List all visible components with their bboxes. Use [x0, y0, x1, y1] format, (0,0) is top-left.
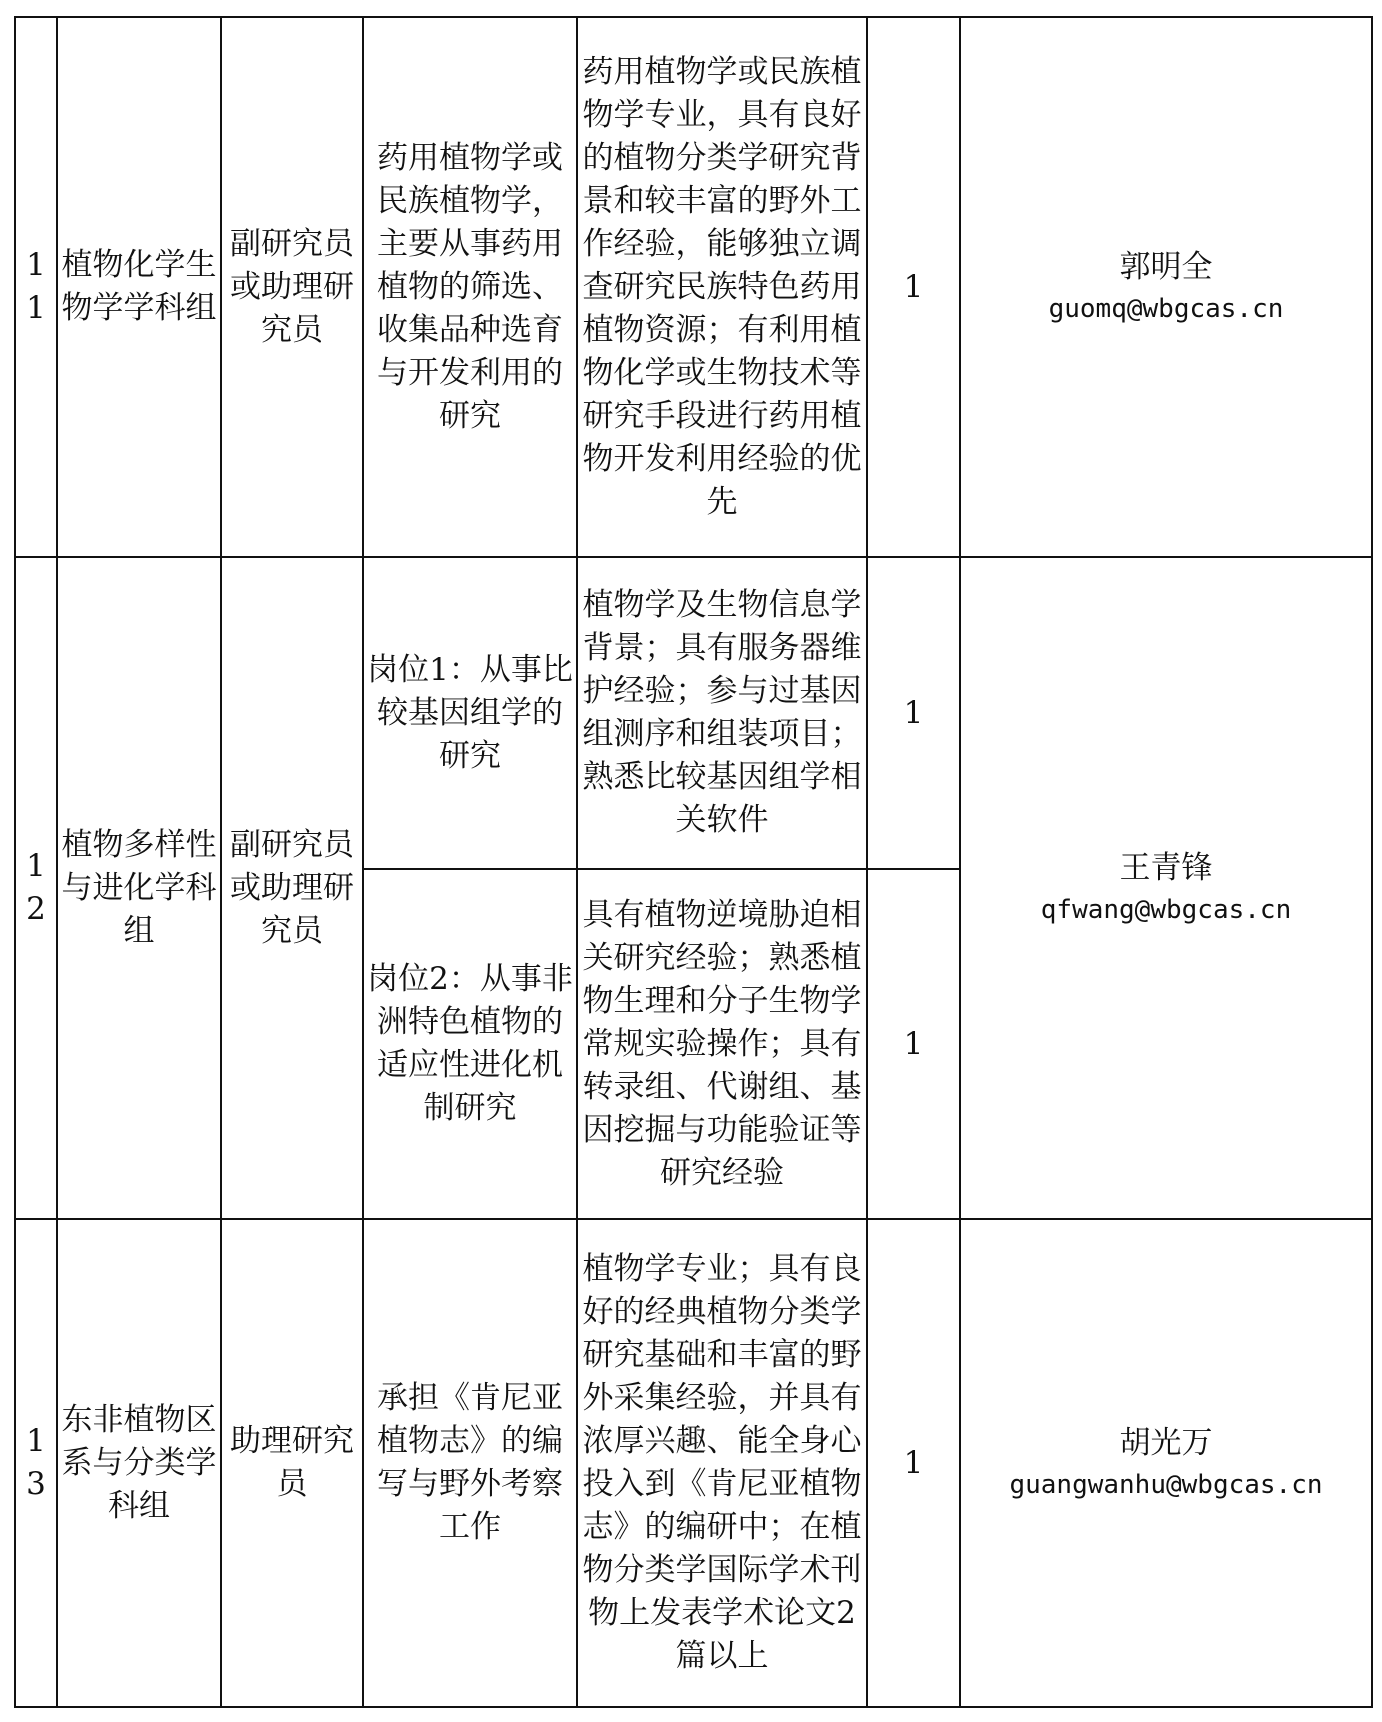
contact-name: 胡光万	[1119, 1425, 1213, 1461]
headcount: 1	[867, 869, 960, 1219]
job-requirements: 药用植物学或民族植物学专业，具有良好的植物分类学研究背景和较丰富的野外工作经验，能够独立调查研究民族特色药用植物资源；有利用植物化学或生物技术等研究手段进行药用植物开发利用经验的优先	[577, 17, 867, 557]
job-title: 副研究员或助理研究员	[221, 17, 363, 557]
table-row	[15, 557, 1372, 869]
table-row	[15, 17, 1372, 557]
job-requirements: 植物学及生物信息学背景；具有服务器维护经验；参与过基因组测序和组装项目；熟悉比较基因组学相关软件	[577, 557, 867, 869]
contact-cell	[960, 1219, 1372, 1707]
research-direction: 承担《肯尼亚植物志》的编写与野外考察工作	[363, 1219, 577, 1707]
row-number: 12	[15, 557, 57, 1219]
contact-email: guangwanhu@wbgcas.cn	[1009, 1470, 1323, 1500]
row-number: 11	[15, 17, 57, 557]
row-number: 13	[15, 1219, 57, 1707]
headcount: 1	[867, 1219, 960, 1707]
research-group: 植物多样性与进化学科组	[57, 557, 221, 1219]
job-requirements: 具有植物逆境胁迫相关研究经验；熟悉植物生理和分子生物学常规实验操作；具有转录组、代谢组、基因挖掘与功能验证等研究经验	[577, 869, 867, 1219]
headcount: 1	[867, 17, 960, 557]
research-direction: 岗位2：从事非洲特色植物的适应性进化机制研究	[363, 869, 577, 1219]
contact-name: 郭明全	[1119, 249, 1213, 285]
contact-cell	[960, 17, 1372, 557]
job-requirements: 植物学专业；具有良好的经典植物分类学研究基础和丰富的野外采集经验，并具有浓厚兴趣、能全身心投入到《肯尼亚植物志》的编研中；在植物分类学国际学术刊物上发表学术论文2篇以上	[577, 1219, 867, 1707]
research-direction: 药用植物学或民族植物学，主要从事药用植物的筛选、收集品种选育与开发利用的研究	[363, 17, 577, 557]
research-group: 植物化学生物学学科组	[57, 17, 221, 557]
contact-email: qfwang@wbgcas.cn	[1040, 895, 1292, 925]
headcount: 1	[867, 557, 960, 869]
contact-name: 王青锋	[1119, 850, 1213, 886]
research-group: 东非植物区系与分类学科组	[57, 1219, 221, 1707]
contact-cell	[960, 557, 1372, 1219]
contact-email: guomq@wbgcas.cn	[1048, 294, 1284, 324]
recruitment-table	[14, 16, 1373, 1708]
job-title: 助理研究员	[221, 1219, 363, 1707]
research-direction: 岗位1：从事比较基因组学的研究	[363, 557, 577, 869]
job-title: 副研究员或助理研究员	[221, 557, 363, 1219]
table-row	[15, 1219, 1372, 1707]
